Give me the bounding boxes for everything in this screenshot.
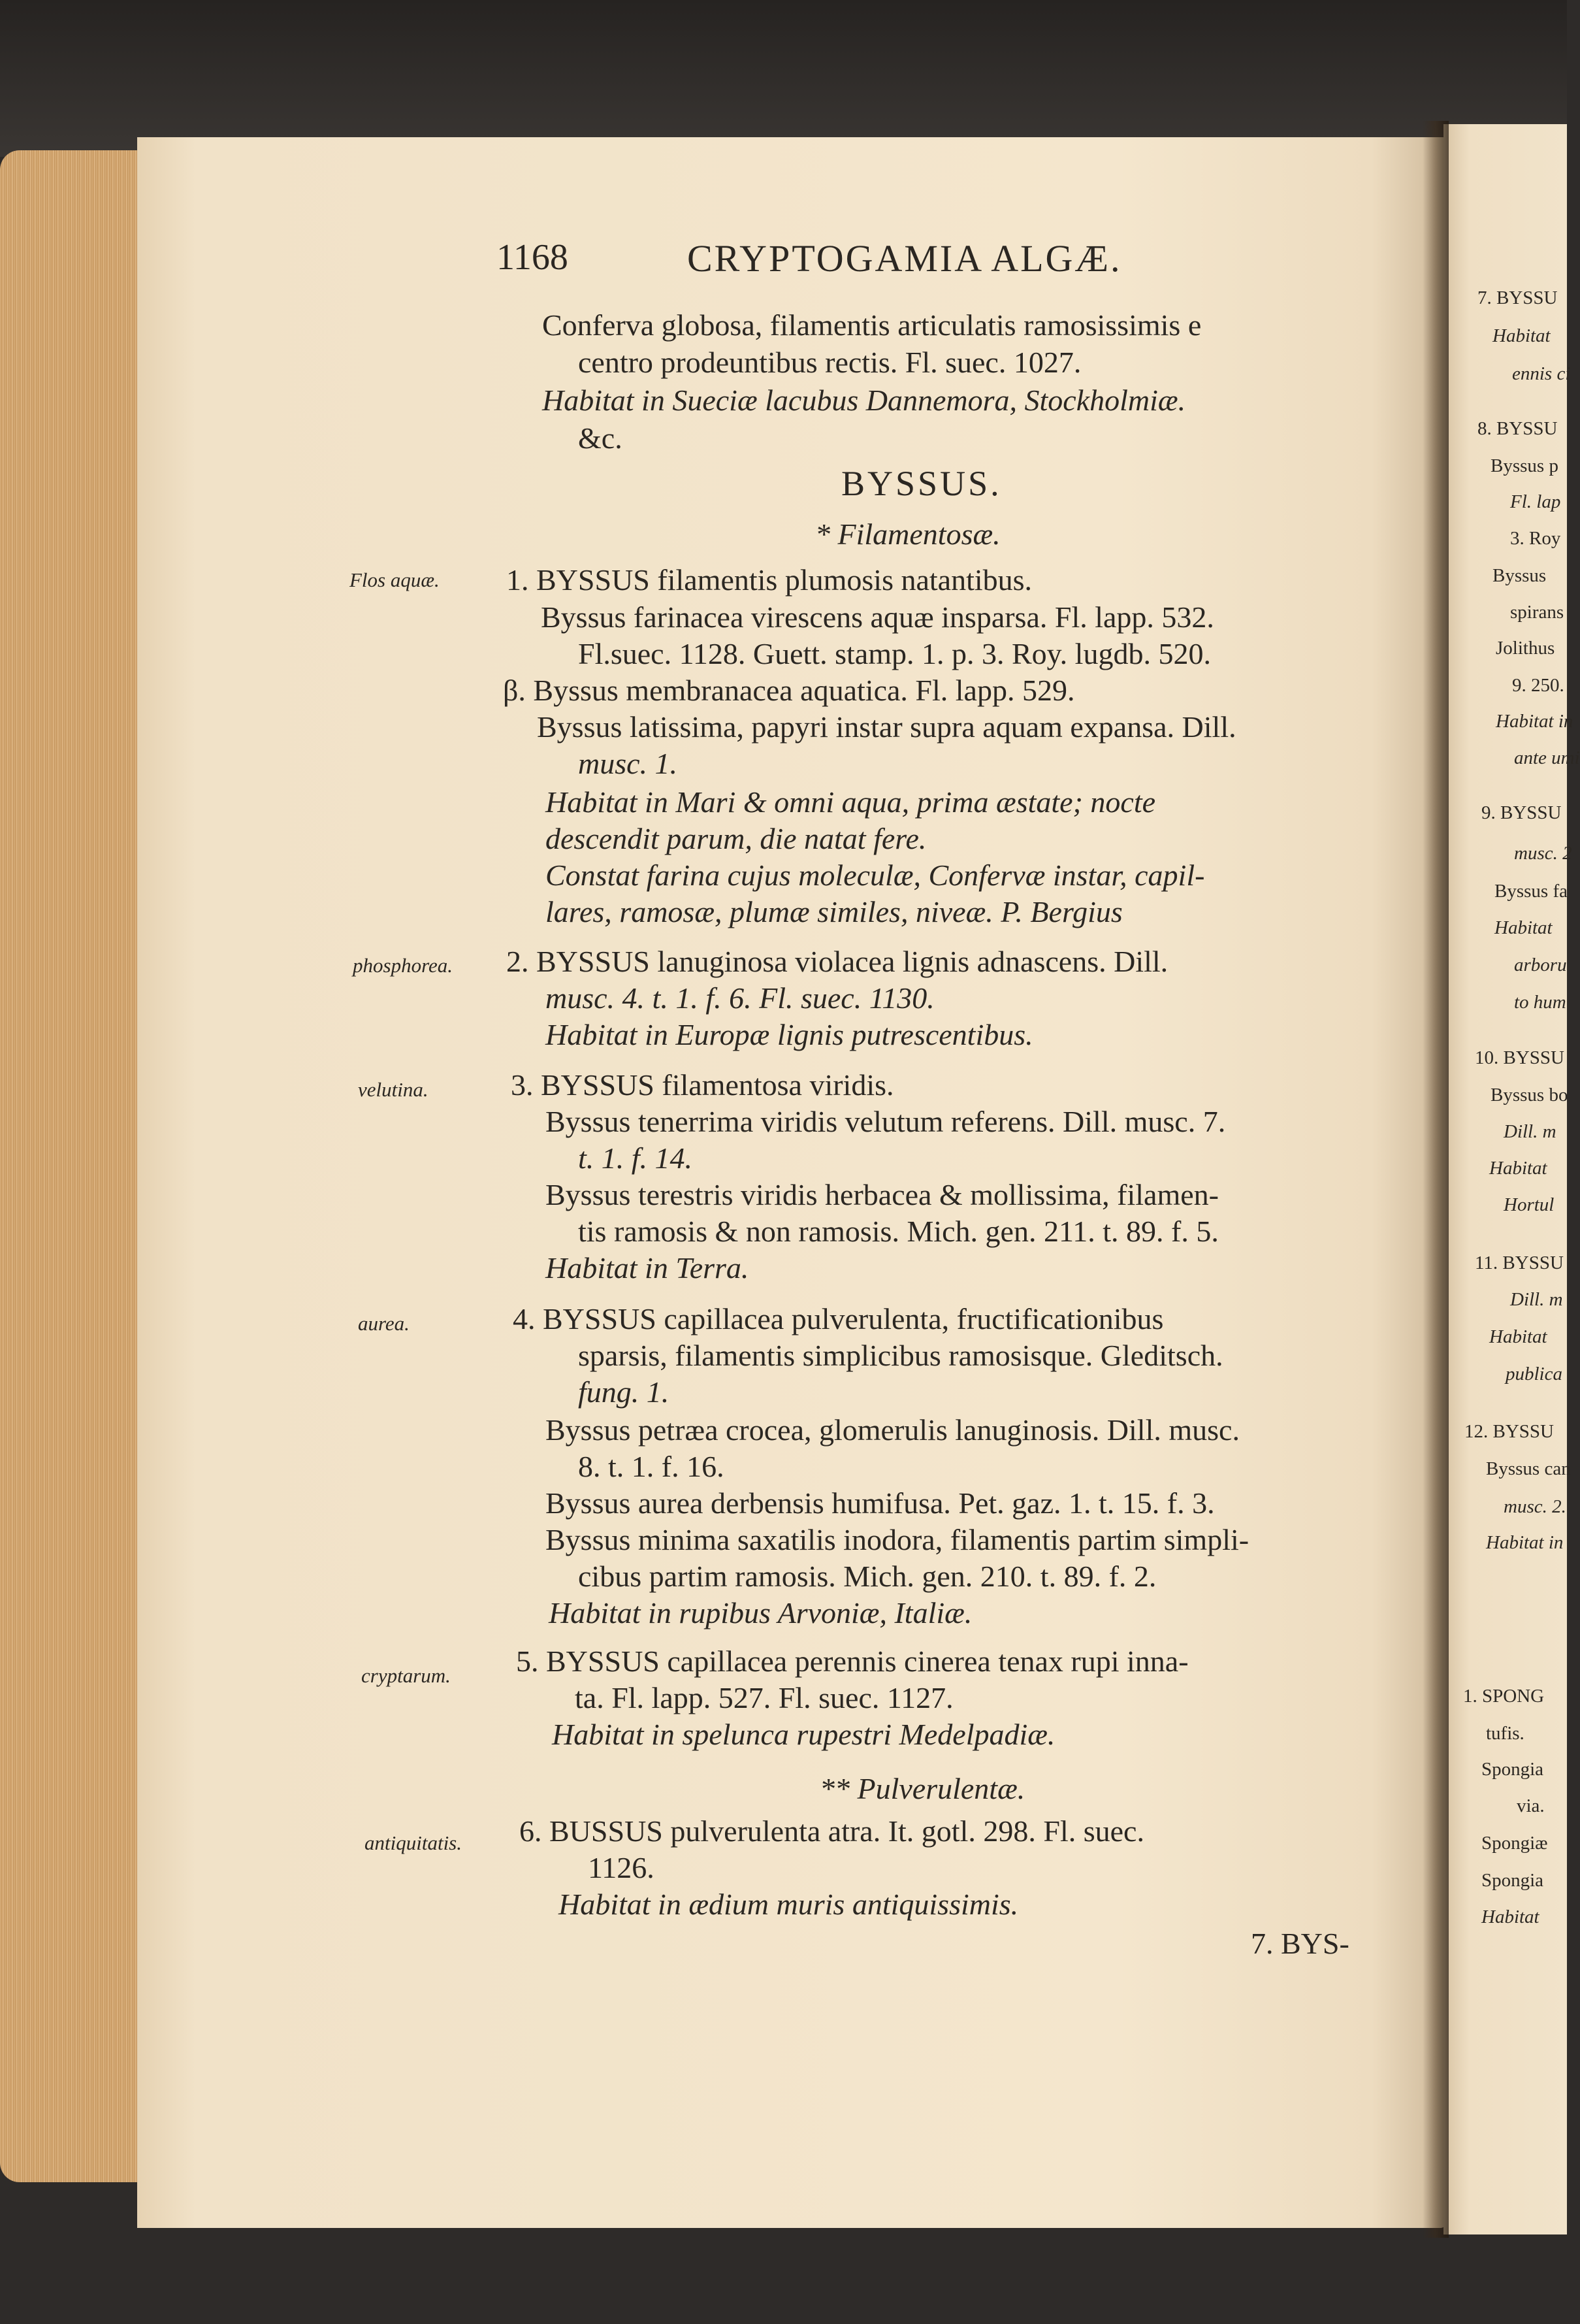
facing-line: Jolithus: [1496, 638, 1555, 659]
synonym-line: cibus partim ramosis. Mich. gen. 210. t. 89. f. 2.: [578, 1560, 1157, 1593]
facing-line: Habitat in: [1486, 1532, 1564, 1553]
facing-line: via.: [1517, 1795, 1545, 1816]
species-entry: 4. BYSSUS capillacea pulverulenta, fructificationibus: [513, 1302, 1164, 1335]
synonym-line: Byssus tenerrima viridis velutum referens. Dill. musc. 7.: [545, 1105, 1226, 1138]
variety-line: β. Byssus membranacea aquatica. Fl. lapp. 529.: [503, 674, 1075, 707]
genus-heading: BYSSUS.: [841, 464, 1002, 503]
section-heading: ** Pulverulentæ.: [820, 1772, 1025, 1805]
species-entry: 1. BYSSUS filamentis plumosis natantibus.: [506, 563, 1033, 597]
margin-name: cryptarum.: [361, 1664, 451, 1687]
facing-line: 3. Roy: [1510, 528, 1561, 549]
facing-line: Byssus p: [1491, 455, 1558, 476]
habitat-line: Habitat in ædium muris antiquissimis.: [558, 1888, 1019, 1921]
facing-line: Byssus: [1492, 565, 1547, 586]
synonym-line: Byssus petræa crocea, glomerulis lanuginosis. Dill. musc.: [545, 1413, 1240, 1447]
synonym-line: tis ramosis & non ramosis. Mich. gen. 211. t. 89. f. 5.: [578, 1215, 1219, 1248]
synonym-line: ta. Fl. lapp. 527. Fl. suec. 1127.: [575, 1681, 954, 1714]
catchword: 7. BYS-: [1251, 1927, 1349, 1960]
synonym-line: sparsis, filamentis simplicibus ramosisque. Gleditsch.: [578, 1339, 1223, 1372]
synonym-line: Byssus latissima, papyri instar supra aquam expansa. Dill.: [537, 710, 1236, 744]
section-heading: * Filamentosæ.: [815, 517, 1001, 551]
synonym-line: Byssus terestris viridis herbacea & mollissima, filamen-: [545, 1178, 1219, 1211]
facing-line: Habitat: [1494, 917, 1553, 938]
synonym-line: musc. 4. t. 1. f. 6. Fl. suec. 1130.: [545, 981, 935, 1015]
facing-line: Dill. m: [1504, 1121, 1556, 1142]
facing-line: Habitat: [1489, 1326, 1547, 1347]
facing-line: spirans: [1510, 602, 1564, 623]
facing-line: 7. BYSSU: [1477, 287, 1558, 308]
text-line: Conferva globosa, filamentis articulatis ramosissimis e: [542, 308, 1202, 342]
facing-line: to hum: [1514, 992, 1566, 1013]
habitat-line: Habitat in rupibus Arvoniæ, Italiæ.: [549, 1596, 973, 1629]
facing-line: 12. BYSSU: [1464, 1421, 1554, 1442]
note-line: lares, ramosæ, plumæ similes, niveæ. P. Bergius: [545, 895, 1123, 928]
synonym-line: Byssus farinacea virescens aquæ insparsa. Fl. lapp. 532.: [541, 600, 1214, 634]
synonym-line: fung. 1.: [578, 1375, 669, 1409]
margin-name: antiquitatis.: [364, 1831, 462, 1854]
synonym-line: Fl.suec. 1128. Guett. stamp. 1. p. 3. Roy. lugdb. 520.: [578, 637, 1211, 670]
dark-background: [0, 0, 1567, 157]
text-line: &c.: [578, 421, 622, 455]
facing-line: 11. BYSSU: [1475, 1252, 1564, 1273]
margin-name: aurea.: [358, 1312, 410, 1335]
facing-line: Spongiæ: [1481, 1833, 1548, 1854]
habitat-line: Habitat in Terra.: [545, 1251, 749, 1285]
habitat-line: Habitat in spelunca rupestri Medelpadiæ.: [552, 1718, 1056, 1751]
facing-line: Byssus bo: [1491, 1085, 1568, 1105]
facing-line: musc. 2: [1514, 843, 1572, 864]
facing-line: Spongia: [1481, 1870, 1544, 1891]
margin-name: phosphorea.: [353, 954, 453, 977]
margin-name: Flos aquæ.: [349, 568, 440, 591]
margin-name: velutina.: [358, 1078, 428, 1101]
facing-line: Habitat: [1489, 1158, 1547, 1179]
species-entry: 2. BYSSUS lanuginosa violacea lignis adnascens. Dill.: [506, 945, 1169, 978]
facing-line: Habitat: [1481, 1907, 1540, 1927]
facing-line: Byssus fa: [1494, 881, 1568, 902]
species-entry: 3. BYSSUS filamentosa viridis.: [511, 1068, 894, 1102]
facing-line: Dill. m: [1510, 1289, 1563, 1310]
facing-line: 9. 250.: [1512, 675, 1564, 696]
species-entry: 6. BUSSUS pulverulenta atra. It. gotl. 298. Fl. suec.: [519, 1814, 1144, 1848]
facing-line: 8. BYSSU: [1477, 418, 1558, 439]
habitat-line: descendit parum, die natat fere.: [545, 822, 927, 855]
facing-line: Habitat: [1492, 325, 1551, 346]
facing-line: 1. SPONG: [1463, 1686, 1545, 1707]
facing-line: Spongia: [1481, 1759, 1544, 1780]
facing-line: Fl. lap: [1510, 491, 1561, 512]
page-number: 1168: [496, 237, 568, 278]
facing-line: Habitat in: [1496, 711, 1573, 732]
book-gutter: [1423, 121, 1449, 2238]
habitat-line: Habitat in Mari & omni aqua, prima æstate; nocte: [545, 785, 1156, 819]
facing-line: ante umi: [1514, 747, 1580, 768]
synonym-line: 1126.: [588, 1851, 654, 1884]
habitat-line: Habitat in Sueciæ lacubus Dannemora, Stockholmiæ.: [542, 384, 1186, 417]
synonym-line: Byssus minima saxatilis inodora, filamentis partim simpli-: [545, 1523, 1249, 1556]
synonym-line: musc. 1.: [578, 747, 678, 780]
synonym-line: Byssus aurea derbensis humifusa. Pet. gaz. 1. t. 15. f. 3.: [545, 1486, 1215, 1520]
text-line: centro prodeuntibus rectis. Fl. suec. 1027.: [578, 346, 1082, 379]
habitat-line: Habitat in Europæ lignis putrescentibus.: [545, 1018, 1033, 1051]
facing-line: musc. 2.: [1504, 1496, 1566, 1517]
page-header: [496, 237, 1241, 289]
species-entry: 5. BYSSUS capillacea perennis cinerea tenax rupi inna-: [516, 1645, 1189, 1678]
facing-line: 9. BYSSU: [1481, 802, 1562, 823]
note-line: Constat farina cujus moleculæ, Confervæ instar, capil-: [545, 859, 1205, 892]
facing-line: arboru: [1514, 955, 1567, 975]
facing-line: ennis ci: [1512, 363, 1571, 384]
facing-line: Byssus can: [1486, 1458, 1571, 1479]
synonym-line: t. 1. f. 14.: [578, 1141, 693, 1175]
running-title: CRYPTOGAMIA ALGÆ.: [687, 237, 1122, 280]
facing-line: tufis.: [1486, 1723, 1524, 1744]
facing-line: Hortul: [1504, 1194, 1555, 1215]
facing-line: publica: [1506, 1364, 1562, 1384]
synonym-line: 8. t. 1. f. 16.: [578, 1450, 724, 1483]
facing-line: 10. BYSSU: [1475, 1047, 1564, 1068]
